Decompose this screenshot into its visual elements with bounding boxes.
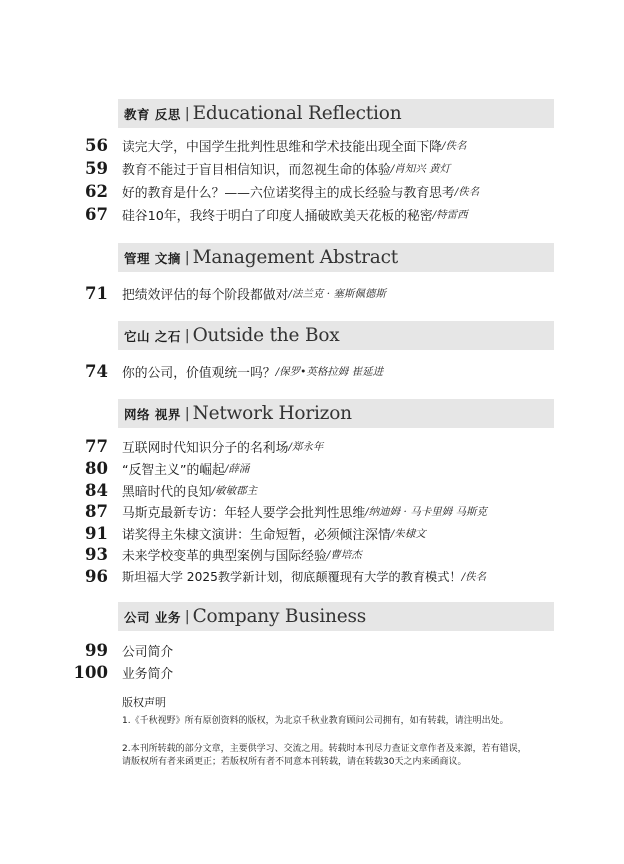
page-number: 71 bbox=[85, 283, 108, 303]
section-title-cn: 教育 反思 bbox=[124, 106, 181, 122]
divider: | bbox=[184, 327, 190, 344]
toc-entry[interactable] bbox=[0, 500, 624, 522]
entry-title: 公司简介 bbox=[122, 644, 174, 660]
entry-author: /保罗•英格拉姆 崔延进 bbox=[275, 365, 384, 378]
section-header-outside-the-box bbox=[118, 321, 554, 350]
page-number: 84 bbox=[85, 480, 108, 500]
entry-title: 业务简介 bbox=[122, 666, 174, 682]
page-number: 91 bbox=[85, 523, 108, 543]
section-title-en: Outside the Box bbox=[192, 325, 340, 346]
entry-title: 诺奖得主朱棣文演讲：生命短暂，必须倾注深情 bbox=[122, 527, 391, 543]
page-number: 77 bbox=[85, 436, 108, 456]
entry-title: 互联网时代知识分子的名利场 bbox=[122, 440, 289, 456]
section-title-cn: 网络 视界 bbox=[124, 406, 181, 422]
section-header-management-abstract bbox=[118, 243, 554, 272]
toc-entry[interactable] bbox=[0, 661, 624, 683]
copyright-paragraph-1: 1.《千秋视野》所有原创资料的版权，为北京千秋业教育顾问公司拥有，如有转载，请注明出处。 bbox=[122, 716, 509, 726]
entry-title: 硅谷10年，我终于明白了印度人捅破欧美天花板的秘密 bbox=[122, 208, 433, 224]
divider: | bbox=[184, 608, 190, 625]
entry-title: 读完大学，中国学生批判性思维和学术技能出现全面下降 bbox=[122, 139, 442, 155]
copyright-heading: 版权声明 bbox=[122, 696, 166, 709]
divider: | bbox=[184, 405, 190, 422]
entry-author: /曹培杰 bbox=[326, 548, 362, 561]
entry-author: /佚名 bbox=[441, 139, 467, 152]
page-number: 62 bbox=[85, 181, 108, 201]
page-number: 56 bbox=[85, 135, 108, 155]
toc-entry[interactable] bbox=[0, 457, 624, 479]
entry-title: 未来学校变革的典型案例与国际经验 bbox=[122, 548, 327, 564]
entry-author: /佚名 bbox=[461, 570, 487, 583]
page-number: 80 bbox=[85, 458, 108, 478]
entry-title: “反智主义”的崛起 bbox=[122, 462, 225, 478]
section-title-en: Management Abstract bbox=[192, 247, 399, 268]
page-number: 59 bbox=[85, 158, 108, 178]
toc-entry[interactable] bbox=[0, 543, 624, 565]
entry-author: /薛涌 bbox=[224, 462, 250, 475]
entry-author: /肖知兴 黄灯 bbox=[390, 162, 451, 175]
section-title-en: Company Business bbox=[192, 606, 367, 627]
entry-author: /佚名 bbox=[454, 185, 480, 198]
entry-title: 把绩效评估的每个阶段都做对 bbox=[122, 287, 289, 303]
toc-entry[interactable] bbox=[0, 639, 624, 661]
page-number: 74 bbox=[85, 361, 108, 381]
section-title-cn: 管理 文摘 bbox=[124, 250, 181, 266]
entry-title: 好的教育是什么？——六位诺奖得主的成长经验与教育思考 bbox=[122, 185, 455, 201]
entry-title: 你的公司，价值观统一吗？ bbox=[122, 365, 276, 381]
section-header-network-horizon bbox=[118, 399, 554, 428]
divider: | bbox=[184, 105, 190, 122]
toc-entry[interactable] bbox=[0, 479, 624, 501]
copyright-paragraph-2: 2.本刊所转载的部分文章，主要供学习、交流之用。转载时本刊尽力查证文章作者及来源，若有错误，请版权所有者来函更正；若版权所有者不同意本刊转载，请在转载30天之内来函商议。 bbox=[122, 744, 527, 767]
entry-title: 教育不能过于盲目相信知识，而忽视生命的体验 bbox=[122, 162, 391, 178]
page-number: 67 bbox=[85, 204, 108, 224]
page-number: 100 bbox=[73, 662, 108, 682]
page-number: 96 bbox=[85, 566, 108, 586]
entry-author: /郑永年 bbox=[288, 440, 324, 453]
section-header-company-business bbox=[118, 602, 554, 631]
toc-entry[interactable] bbox=[0, 435, 624, 457]
section-title-cn: 公司 业务 bbox=[124, 609, 181, 625]
entry-title: 黑暗时代的良知 bbox=[122, 484, 212, 500]
toc-entry[interactable] bbox=[0, 157, 624, 179]
toc-entry[interactable] bbox=[0, 180, 624, 202]
entry-author: /特雷西 bbox=[432, 208, 468, 221]
toc-entry[interactable] bbox=[0, 360, 624, 382]
toc-entry[interactable] bbox=[0, 565, 624, 587]
toc-entry[interactable] bbox=[0, 522, 624, 544]
divider: | bbox=[184, 249, 190, 266]
entry-author: /纳迪姆 · 马卡里姆 马斯克 bbox=[365, 505, 488, 518]
page-number: 99 bbox=[85, 640, 108, 660]
toc-entry[interactable] bbox=[0, 203, 624, 225]
section-title-en: Educational Reflection bbox=[192, 103, 402, 124]
section-title-en: Network Horizon bbox=[192, 403, 352, 424]
entry-author: /法兰克 · 塞斯佩德斯 bbox=[288, 287, 386, 300]
section-header-educational-reflection bbox=[118, 99, 554, 128]
entry-title: 斯坦福大学 2025教学新计划，彻底颠覆现有大学的教育模式！ bbox=[122, 569, 462, 584]
toc-entry[interactable] bbox=[0, 134, 624, 156]
section-title-cn: 它山 之石 bbox=[124, 328, 181, 344]
entry-author: /敏敏郡主 bbox=[211, 484, 258, 497]
page-number: 93 bbox=[85, 544, 108, 564]
entry-author: /朱棣文 bbox=[390, 527, 426, 540]
page-number: 87 bbox=[85, 501, 108, 521]
entry-title: 马斯克最新专访：年轻人要学会批判性思维 bbox=[122, 505, 366, 521]
toc-entry[interactable] bbox=[0, 282, 624, 304]
